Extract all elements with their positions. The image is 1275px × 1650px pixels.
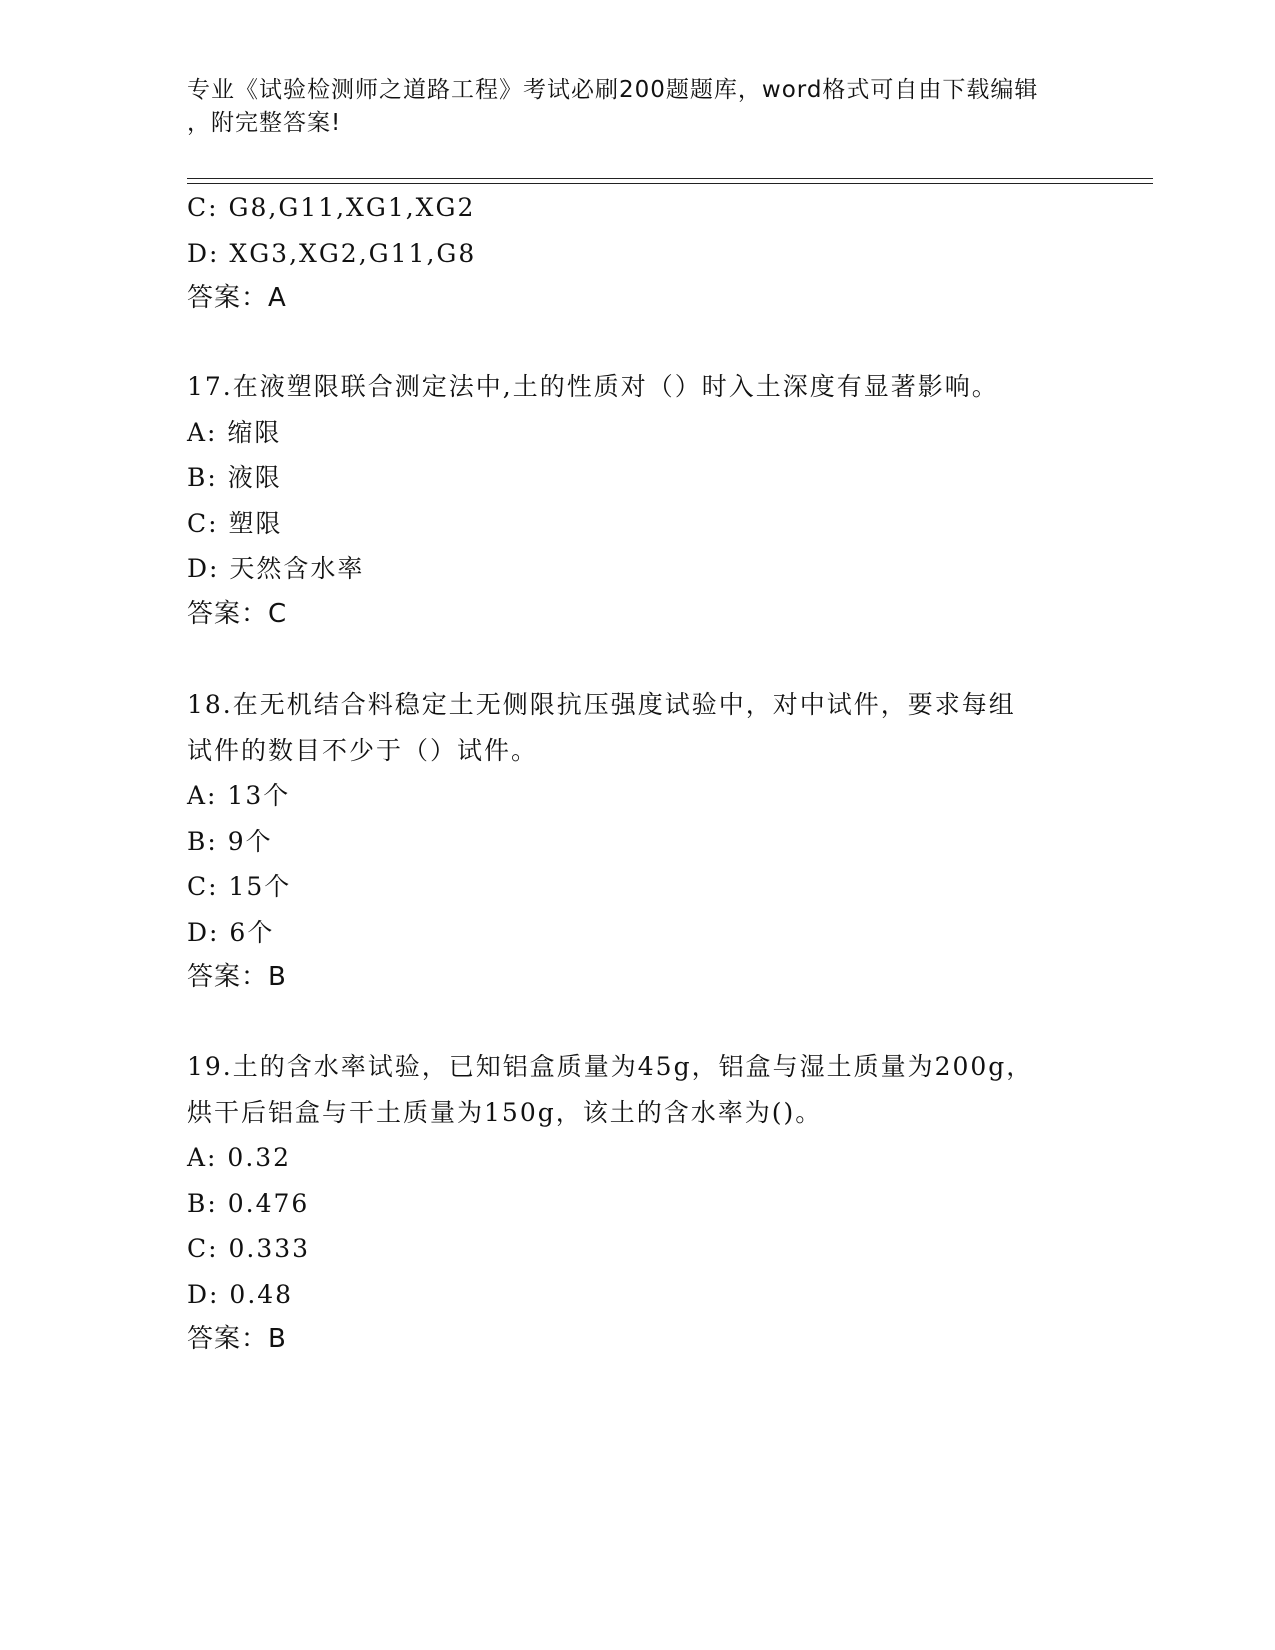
answer-line: 答案：B xyxy=(187,1324,287,1354)
question-19 xyxy=(187,1044,1087,1363)
option-d: D: 6个 xyxy=(187,917,275,947)
option-a: A: 13个 xyxy=(187,781,291,810)
option-c: C: G8,G11,XG1,XG2 xyxy=(187,193,476,222)
option-a: A: 缩限 xyxy=(187,417,282,447)
answer-line: 答案：A xyxy=(187,283,287,313)
option-a: A: 0.32 xyxy=(187,1143,292,1172)
document-header xyxy=(187,74,1067,140)
option-c: C: 15个 xyxy=(187,872,292,901)
question-text: 19.土的含水率试验，已知铝盒质量为45g，铝盒与湿土质量为200g， xyxy=(187,1052,1034,1081)
question-16-continued xyxy=(187,185,1087,322)
option-b: B: 液限 xyxy=(187,463,282,492)
option-d: D: 天然含水率 xyxy=(187,554,365,583)
question-18 xyxy=(187,682,1087,1001)
header-title-line-1: 专业《试验检测师之道路工程》考试必刷200题题库，word格式可自由下载编辑 xyxy=(187,77,1039,103)
answer-line: 答案：C xyxy=(187,598,288,629)
header-divider-bottom xyxy=(187,183,1153,184)
option-b: B: 0.476 xyxy=(187,1188,310,1218)
header-title-line-2: ，附完整答案! xyxy=(187,110,342,136)
option-c: C: 0.333 xyxy=(187,1234,311,1263)
question-text-continued: 烘干后铝盒与干土质量为150g，该土的含水率为()。 xyxy=(187,1097,823,1127)
option-c: C: 塑限 xyxy=(187,508,283,538)
answer-line: 答案：B xyxy=(187,962,287,992)
header-divider-top xyxy=(187,178,1153,179)
question-text-continued: 试件的数目不少于（）试件。 xyxy=(187,735,539,765)
option-d: D: XG3,XG2,G11,G8 xyxy=(187,238,477,268)
question-text: 17.在液塑限联合测定法中,土的性质对（）时入土深度有显著影响。 xyxy=(187,372,999,401)
question-17 xyxy=(187,364,1087,637)
question-text: 18.在无机结合料稳定土无侧限抗压强度试验中，对中试件，要求每组 xyxy=(187,690,1016,719)
option-d: D: 0.48 xyxy=(187,1279,294,1309)
option-b: B: 9个 xyxy=(187,826,273,856)
